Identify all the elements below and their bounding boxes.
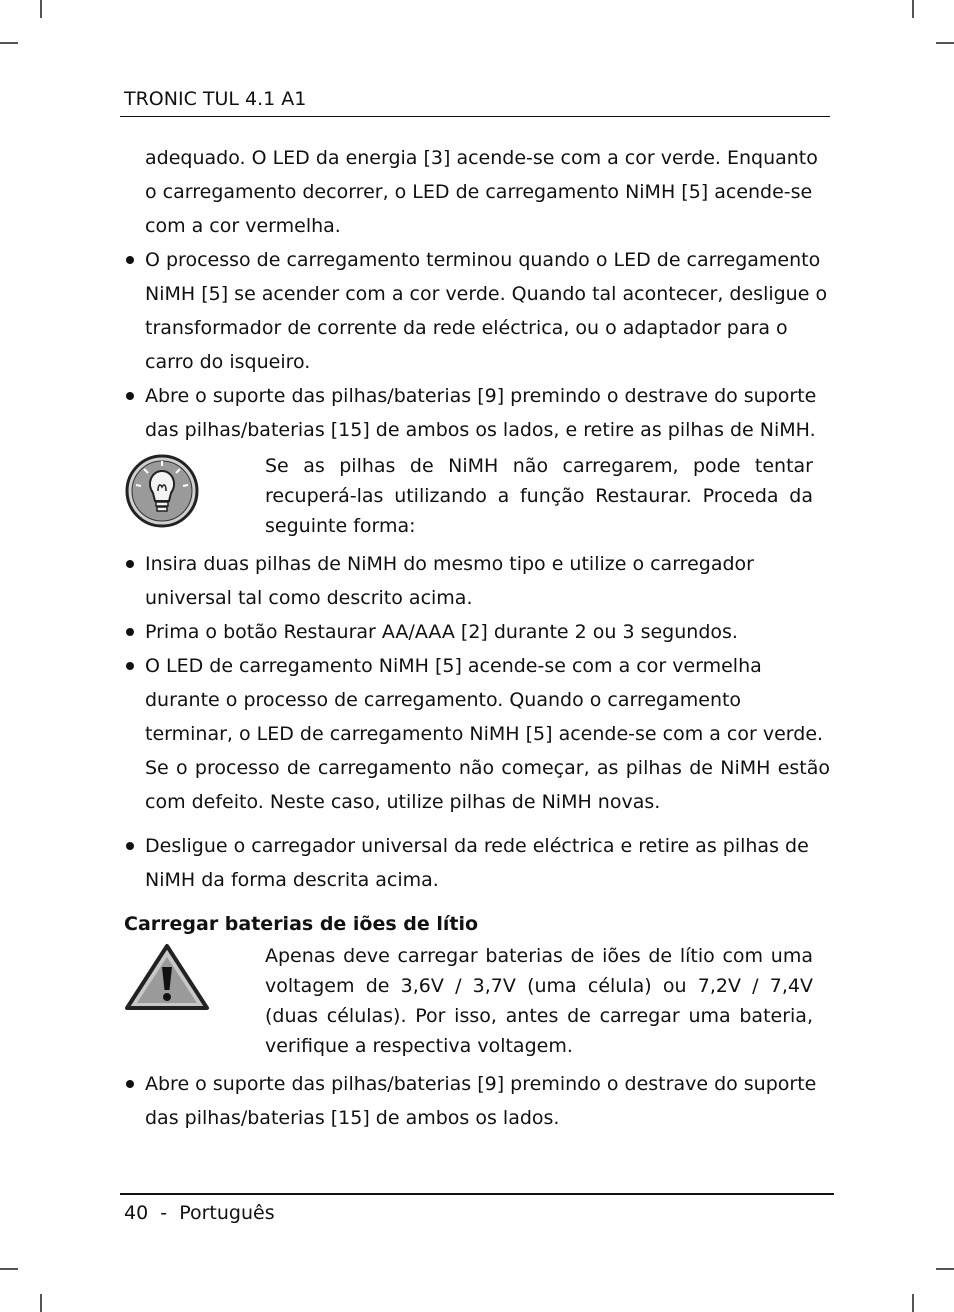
crop-mark: [936, 42, 954, 44]
lightbulb-icon: [124, 453, 200, 540]
list-item-text: Desligue o carregador universal da rede eléctrica e retire as pilhas de NiMH da forma descrita acima.: [145, 835, 809, 891]
list-item: [124, 547, 830, 615]
list-item-text: Insira duas pilhas de NiMH do mesmo tipo e utilize o carregador universal tal como descrito acima.: [145, 553, 754, 609]
list-item: [124, 615, 830, 649]
bullet-dot: [126, 662, 134, 670]
bullet-dot: [126, 392, 134, 400]
list-item: [124, 829, 830, 897]
crop-mark: [912, 1294, 914, 1312]
defect-paragraph: Se o processo de carregamento não começar, as pilhas de NiMH estão com defeito. Neste caso, utilize pilhas de NiMH novas.: [145, 757, 830, 813]
warning-note: [124, 941, 830, 1061]
warning-note-text: Apenas deve carregar baterias de iões de lítio com uma voltagem de 3,6V / 3,7V (uma célula) ou 7,2V / 7,4V (duas células). Por isso, antes de carregar uma bateria, verifique a respectiva voltagem.: [265, 945, 813, 1057]
bullet-dot: [126, 1080, 134, 1088]
crop-mark: [40, 1294, 42, 1312]
section-heading: Carregar baterias de iões de lítio: [124, 913, 479, 935]
list-item-text: Prima o botão Restaurar AA/AAA [2] durante 2 ou 3 segundos.: [145, 621, 738, 643]
crop-mark: [936, 1268, 954, 1270]
bullet-dot: [126, 560, 134, 568]
crop-mark: [0, 42, 18, 44]
list-item-text: Abre o suporte das pilhas/baterias [9] premindo o destrave do suporte das pilhas/baterias [15] de ambos os lados.: [145, 1073, 817, 1129]
list-item-text: O processo de carregamento terminou quando o LED de carregamento NiMH [5] se acender com a cor verde. Quando tal acontecer, desligue o transformador de corrente da rede eléctrica, ou o adaptador para o carro do isqueiro.: [145, 249, 828, 373]
intro-paragraph: adequado. O LED da energia [3] acende-se com a cor verde. Enquanto o carregamento decorrer, o LED de carregamento NiMH [5] acende-se com a cor vermelha.: [145, 147, 818, 237]
tip-note: [124, 451, 830, 541]
list-item: [124, 379, 830, 447]
page-content: [124, 141, 830, 1135]
list-item: [124, 1067, 830, 1135]
bullet-dot: [126, 628, 134, 636]
header-title: TRONIC TUL 4.1 A1: [124, 88, 307, 110]
list-item: [124, 649, 830, 751]
list-item: [124, 243, 830, 379]
tip-note-text: Se as pilhas de NiMH não carregarem, pode tentar recuperá-las utilizando a função Restaurar. Proceda da seguinte forma:: [265, 455, 813, 537]
list-item-text: O LED de carregamento NiMH [5] acende-se com a cor vermelha durante o processo de carregamento. Quando o carregamento terminar, o LED de carregamento NiMH [5] acende-se com a cor verde.: [145, 655, 824, 745]
crop-mark: [40, 0, 42, 18]
list-item-text: Abre o suporte das pilhas/baterias [9] premindo o destrave do suporte das pilhas/baterias [15] de ambos os lados, e retire as pilhas de NiMH.: [145, 385, 817, 441]
crop-mark: [912, 0, 914, 18]
header-rule: [120, 116, 830, 117]
footer-rule: [120, 1193, 834, 1195]
crop-mark: [0, 1268, 18, 1270]
bullet-dot: [126, 842, 134, 850]
page-number: 40 - Português: [124, 1202, 275, 1224]
bullet-dot: [126, 256, 134, 264]
warning-triangle-icon: [124, 943, 210, 1022]
